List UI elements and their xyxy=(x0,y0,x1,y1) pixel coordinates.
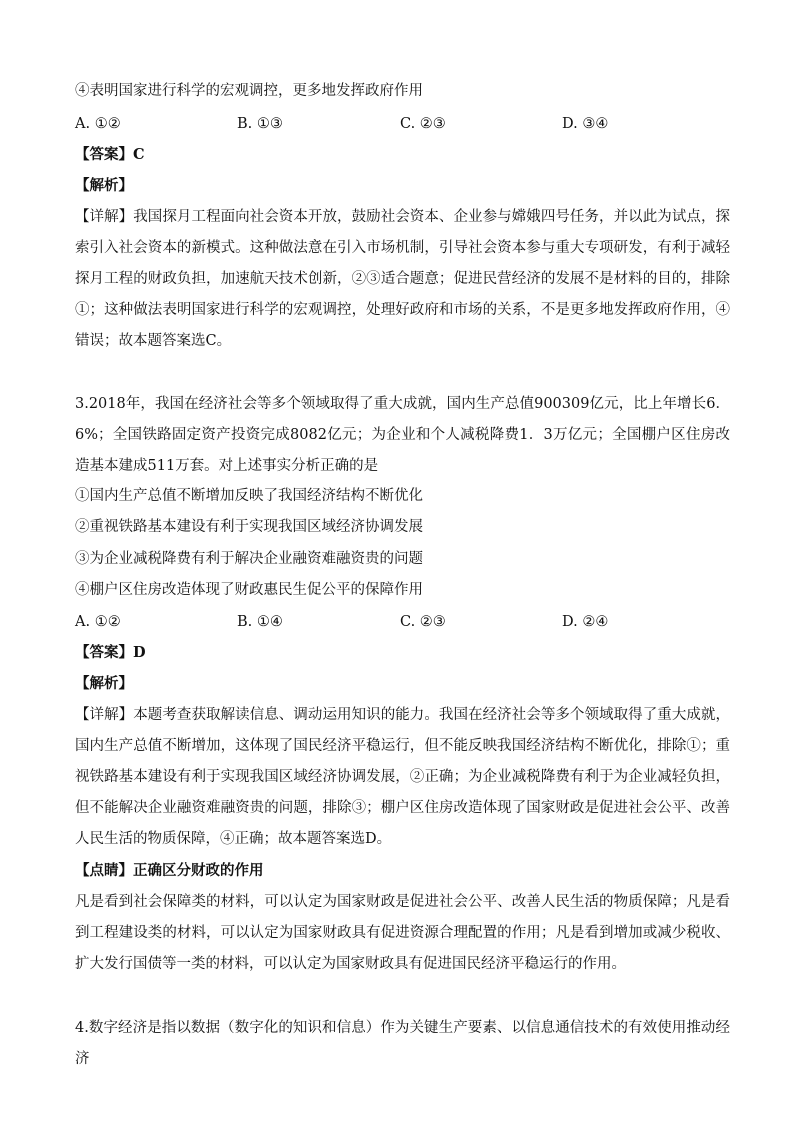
q3-detail: 【详解】本题考查获取解读信息、调动运用知识的能力。我国在经济社会等多个领域取得了重大成就，国内生产总值不断增加，这体现了国民经济平稳运行，但不能反映我国经济结构不断优化，排除①；重视铁路基本建设有利于实现我国区域经济协调发展，②正确；为企业减税降费有利于为企业减轻负担，但不能解决企业融资难融资贵的问题，排除③；棚户区住房改造体现了国家财政是促进社会公平、改善人民生活的物质保障，④正确；故本题答案选D。 xyxy=(75,707,730,847)
q3-analysis-heading: 【解析】 xyxy=(75,675,133,692)
q3-answer: 【答案】D xyxy=(75,644,146,661)
q3-statement-2: ②重视铁路基本建设有利于实现我国区域经济协调发展 xyxy=(75,519,423,535)
q3-tip-heading: 【点睛】正确区分财政的作用 xyxy=(75,862,264,879)
q2-statement-4: ④表明国家进行科学的宏观调控，更多地发挥政府作用 xyxy=(75,83,423,99)
q2-options xyxy=(75,114,735,134)
q3-option-a: A. ①② xyxy=(75,614,121,630)
q3-option-d: D. ②④ xyxy=(562,614,609,630)
q3-stem: 3.2018年，我国在经济社会等多个领域取得了重大成就，国内生产总值900309亿元，比上年增长6．6%；全国铁路固定资产投资完成8082亿元；为企业和个人减税降费1．3万亿元；全国棚户区住房改造基本建成511万套。对上述事实分析正确的是 xyxy=(75,396,730,474)
q3-option-b: B. ①④ xyxy=(237,614,283,630)
q2-option-a: A. ①② xyxy=(75,116,121,132)
q3-statement-3: ③为企业减税降费有利于解决企业融资难融资贵的问题 xyxy=(75,551,423,567)
q2-answer: 【答案】C xyxy=(75,146,145,163)
q4-stem: 4.数字经济是指以数据（数字化的知识和信息）作为关键生产要素、以信息通信技术的有效使用推动经济 xyxy=(75,1020,730,1067)
q2-analysis-heading: 【解析】 xyxy=(75,177,133,194)
q3-statement-4: ④棚户区住房改造体现了财政惠民生促公平的保障作用 xyxy=(75,582,423,598)
q3-statement-1: ①国内生产总值不断增加反映了我国经济结构不断优化 xyxy=(75,488,423,504)
q3-option-c: C. ②③ xyxy=(400,614,446,630)
q2-option-d: D. ③④ xyxy=(562,116,609,132)
q2-option-b: B. ①③ xyxy=(237,116,283,132)
q2-option-c: C. ②③ xyxy=(400,116,446,132)
q2-detail: 【详解】我国探月工程面向社会资本开放，鼓励社会资本、企业参与嫦娥四号任务，并以此为试点，探索引入社会资本的新模式。这种做法意在引入市场机制，引导社会资本参与重大专项研发，有利于减轻探月工程的财政负担，加速航天技术创新，②③适合题意；促进民营经济的发展不是材料的目的，排除①；这种做法表明国家进行科学的宏观调控，处理好政府和市场的关系，不是更多地发挥政府作用，④错误；故本题答案选C。 xyxy=(75,209,730,349)
q3-options xyxy=(75,612,735,632)
q3-tip-text: 凡是看到社会保障类的材料，可以认定为国家财政是促进社会公平、改善人民生活的物质保障；凡是看到工程建设类的材料，可以认定为国家财政具有促进资源合理配置的作用；凡是看到增加或减少税收、扩大发行国债等一类的材料，可以认定为国家财政具有促进国民经济平稳运行的作用。 xyxy=(75,894,730,972)
